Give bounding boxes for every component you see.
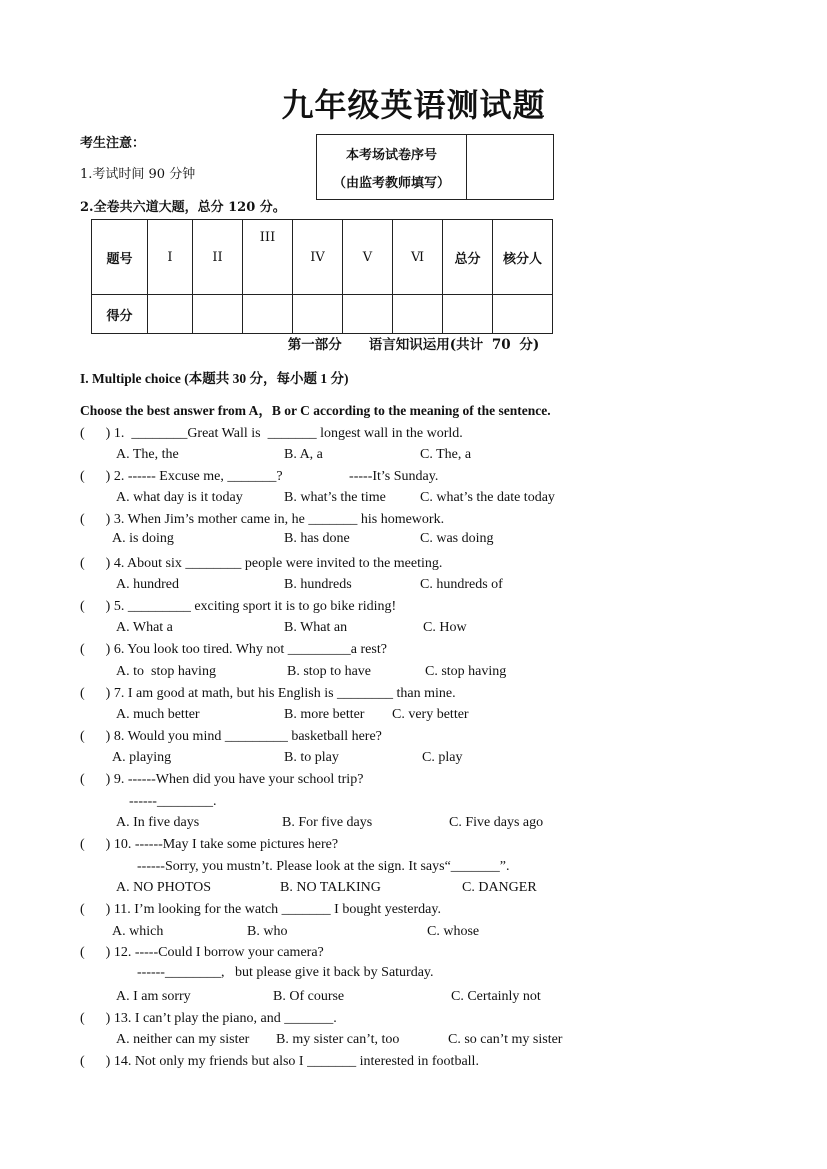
question-12-option-b: B. Of course bbox=[273, 989, 345, 1004]
question-11-option-a: A. which bbox=[112, 924, 164, 939]
question-10-option-c: C. DANGER bbox=[462, 880, 537, 895]
serial-number-label bbox=[317, 135, 467, 199]
question-6-option-c: C. stop having bbox=[425, 664, 507, 679]
question-9-sub: ------________. bbox=[129, 794, 217, 809]
question-4-option-a: A. hundred bbox=[116, 577, 179, 592]
score-header-2: II bbox=[193, 220, 243, 295]
score-header-4: IV bbox=[293, 220, 343, 295]
instructions: Choose the best answer from A，B or C according to the meaning of the sentence. bbox=[80, 403, 551, 418]
question-11-option-c: C. whose bbox=[427, 924, 480, 939]
question-5-option-c: C. How bbox=[423, 620, 467, 635]
question-7-option-b: B. more better bbox=[284, 707, 365, 722]
question-5-option-b: B. What an bbox=[284, 620, 348, 635]
question-3-option-b: B. has done bbox=[284, 531, 350, 546]
score-header-6: Ⅵ bbox=[393, 220, 443, 295]
score-header-total: 总分 bbox=[443, 220, 493, 295]
question-6-option-b: B. stop to have bbox=[287, 664, 371, 679]
score-header-1: I bbox=[148, 220, 193, 295]
score-header-checker: 核分人 bbox=[493, 220, 553, 295]
score-row-label: 得分 bbox=[92, 295, 148, 334]
question-9-option-c: C. Five days ago bbox=[449, 815, 544, 830]
score-header-5: V bbox=[343, 220, 393, 295]
question-3-option-a: A. is doing bbox=[112, 531, 174, 546]
question-10-option-a: A. NO PHOTOS bbox=[116, 880, 212, 895]
question-8-option-b: B. to play bbox=[284, 750, 339, 765]
question-9-option-a: A. In five days bbox=[116, 815, 200, 830]
question-11-option-b: B. who bbox=[247, 924, 288, 939]
page-title: 九年级英语测试题 bbox=[281, 86, 546, 124]
notice-item-total: 2.全卷共六道大题，总分 120 分。 bbox=[80, 200, 286, 215]
score-cell[interactable] bbox=[243, 295, 293, 334]
question-9-stem: ( ) 9. ------When did you have your school trip? bbox=[80, 772, 364, 787]
score-table bbox=[91, 219, 553, 334]
serial-number-field[interactable] bbox=[467, 135, 553, 199]
notice-item-time: 1.考试时间 90 分钟 bbox=[80, 167, 196, 182]
question-4-stem: ( ) 4. About six ________ people were invited to the meeting. bbox=[80, 556, 443, 571]
score-header-3: III bbox=[243, 220, 293, 295]
question-8-option-c: C. play bbox=[422, 750, 463, 765]
score-cell[interactable] bbox=[193, 295, 243, 334]
question-4-option-b: B. hundreds bbox=[284, 577, 352, 592]
question-9-option-b: B. For five days bbox=[282, 815, 373, 830]
part-title: 第一部分 语言知识运用(共计 70 分) bbox=[287, 337, 540, 353]
question-5-stem: ( ) 5. _________ exciting sport it is to go bike riding! bbox=[80, 599, 397, 614]
question-10-sub: ------Sorry, you mustn’t. Please look at the sign. It says“_______”. bbox=[137, 859, 510, 874]
question-11-stem: ( ) 11. I’m looking for the watch _______ I bought yesterday. bbox=[80, 902, 441, 917]
question-5-option-a: A. What a bbox=[116, 620, 173, 635]
question-7-option-a: A. much better bbox=[116, 707, 200, 722]
question-13-option-b: B. my sister can’t, too bbox=[276, 1032, 400, 1047]
question-1-option-c: C. The, a bbox=[420, 447, 472, 462]
serial-label-line2: （由监考教师填写） bbox=[332, 175, 450, 191]
question-7-option-c: C. very better bbox=[392, 707, 469, 722]
question-1-stem: ( ) 1. ________Great Wall is _______ longest wall in the world. bbox=[80, 426, 463, 441]
question-8-option-a: A. playing bbox=[112, 750, 172, 765]
question-3-stem: ( ) 3. When Jim’s mother came in, he _______ his homework. bbox=[80, 512, 445, 527]
question-12-option-a: A. I am sorry bbox=[116, 989, 191, 1004]
question-8-stem: ( ) 8. Would you mind _________ basketball here? bbox=[80, 729, 382, 744]
question-1-option-b: B. A, a bbox=[284, 447, 323, 462]
question-14-stem: ( ) 14. Not only my friends but also I _______ interested in football. bbox=[80, 1054, 479, 1069]
question-2-option-a: A. what day is it today bbox=[116, 490, 243, 505]
question-12-sub: ------________, but please give it back by Saturday. bbox=[137, 965, 434, 980]
score-header-number: 题号 bbox=[92, 220, 148, 295]
score-cell[interactable] bbox=[443, 295, 493, 334]
score-cell[interactable] bbox=[343, 295, 393, 334]
question-13-stem: ( ) 13. I can’t play the piano, and _______. bbox=[80, 1011, 337, 1026]
question-2-stem: ( ) 2. ------ Excuse me, _______? -----It’s Sunday. bbox=[80, 469, 439, 484]
score-cell[interactable] bbox=[493, 295, 553, 334]
question-10-stem: ( ) 10. ------May I take some pictures here? bbox=[80, 837, 339, 852]
score-cell[interactable] bbox=[148, 295, 193, 334]
question-12-option-c: C. Certainly not bbox=[451, 989, 541, 1004]
question-3-option-c: C. was doing bbox=[420, 531, 494, 546]
question-12-stem: ( ) 12. -----Could I borrow your camera? bbox=[80, 945, 324, 960]
score-cell[interactable] bbox=[393, 295, 443, 334]
question-6-option-a: A. to stop having bbox=[116, 664, 216, 679]
question-13-option-c: C. so can’t my sister bbox=[448, 1032, 563, 1047]
question-7-stem: ( ) 7. I am good at math, but his English is ________ than mine. bbox=[80, 686, 456, 701]
score-cell[interactable] bbox=[293, 295, 343, 334]
notice-heading: 考生注意： bbox=[80, 136, 146, 151]
question-6-stem: ( ) 6. You look too tired. Why not _________a rest? bbox=[80, 642, 387, 657]
question-13-option-a: A. neither can my sister bbox=[116, 1032, 250, 1047]
serial-label-line1: 本考场试卷序号 bbox=[345, 147, 437, 163]
serial-number-box bbox=[316, 134, 554, 200]
question-1-option-a: A. The, the bbox=[116, 447, 179, 462]
question-4-option-c: C. hundreds of bbox=[420, 577, 503, 592]
question-2-option-c: C. what’s the date today bbox=[420, 490, 555, 505]
question-10-option-b: B. NO TALKING bbox=[280, 880, 381, 895]
section-title: I. Multiple choice (本题共 30 分，每小题 1 分) bbox=[80, 371, 349, 386]
question-2-option-b: B. what’s the time bbox=[284, 490, 386, 505]
